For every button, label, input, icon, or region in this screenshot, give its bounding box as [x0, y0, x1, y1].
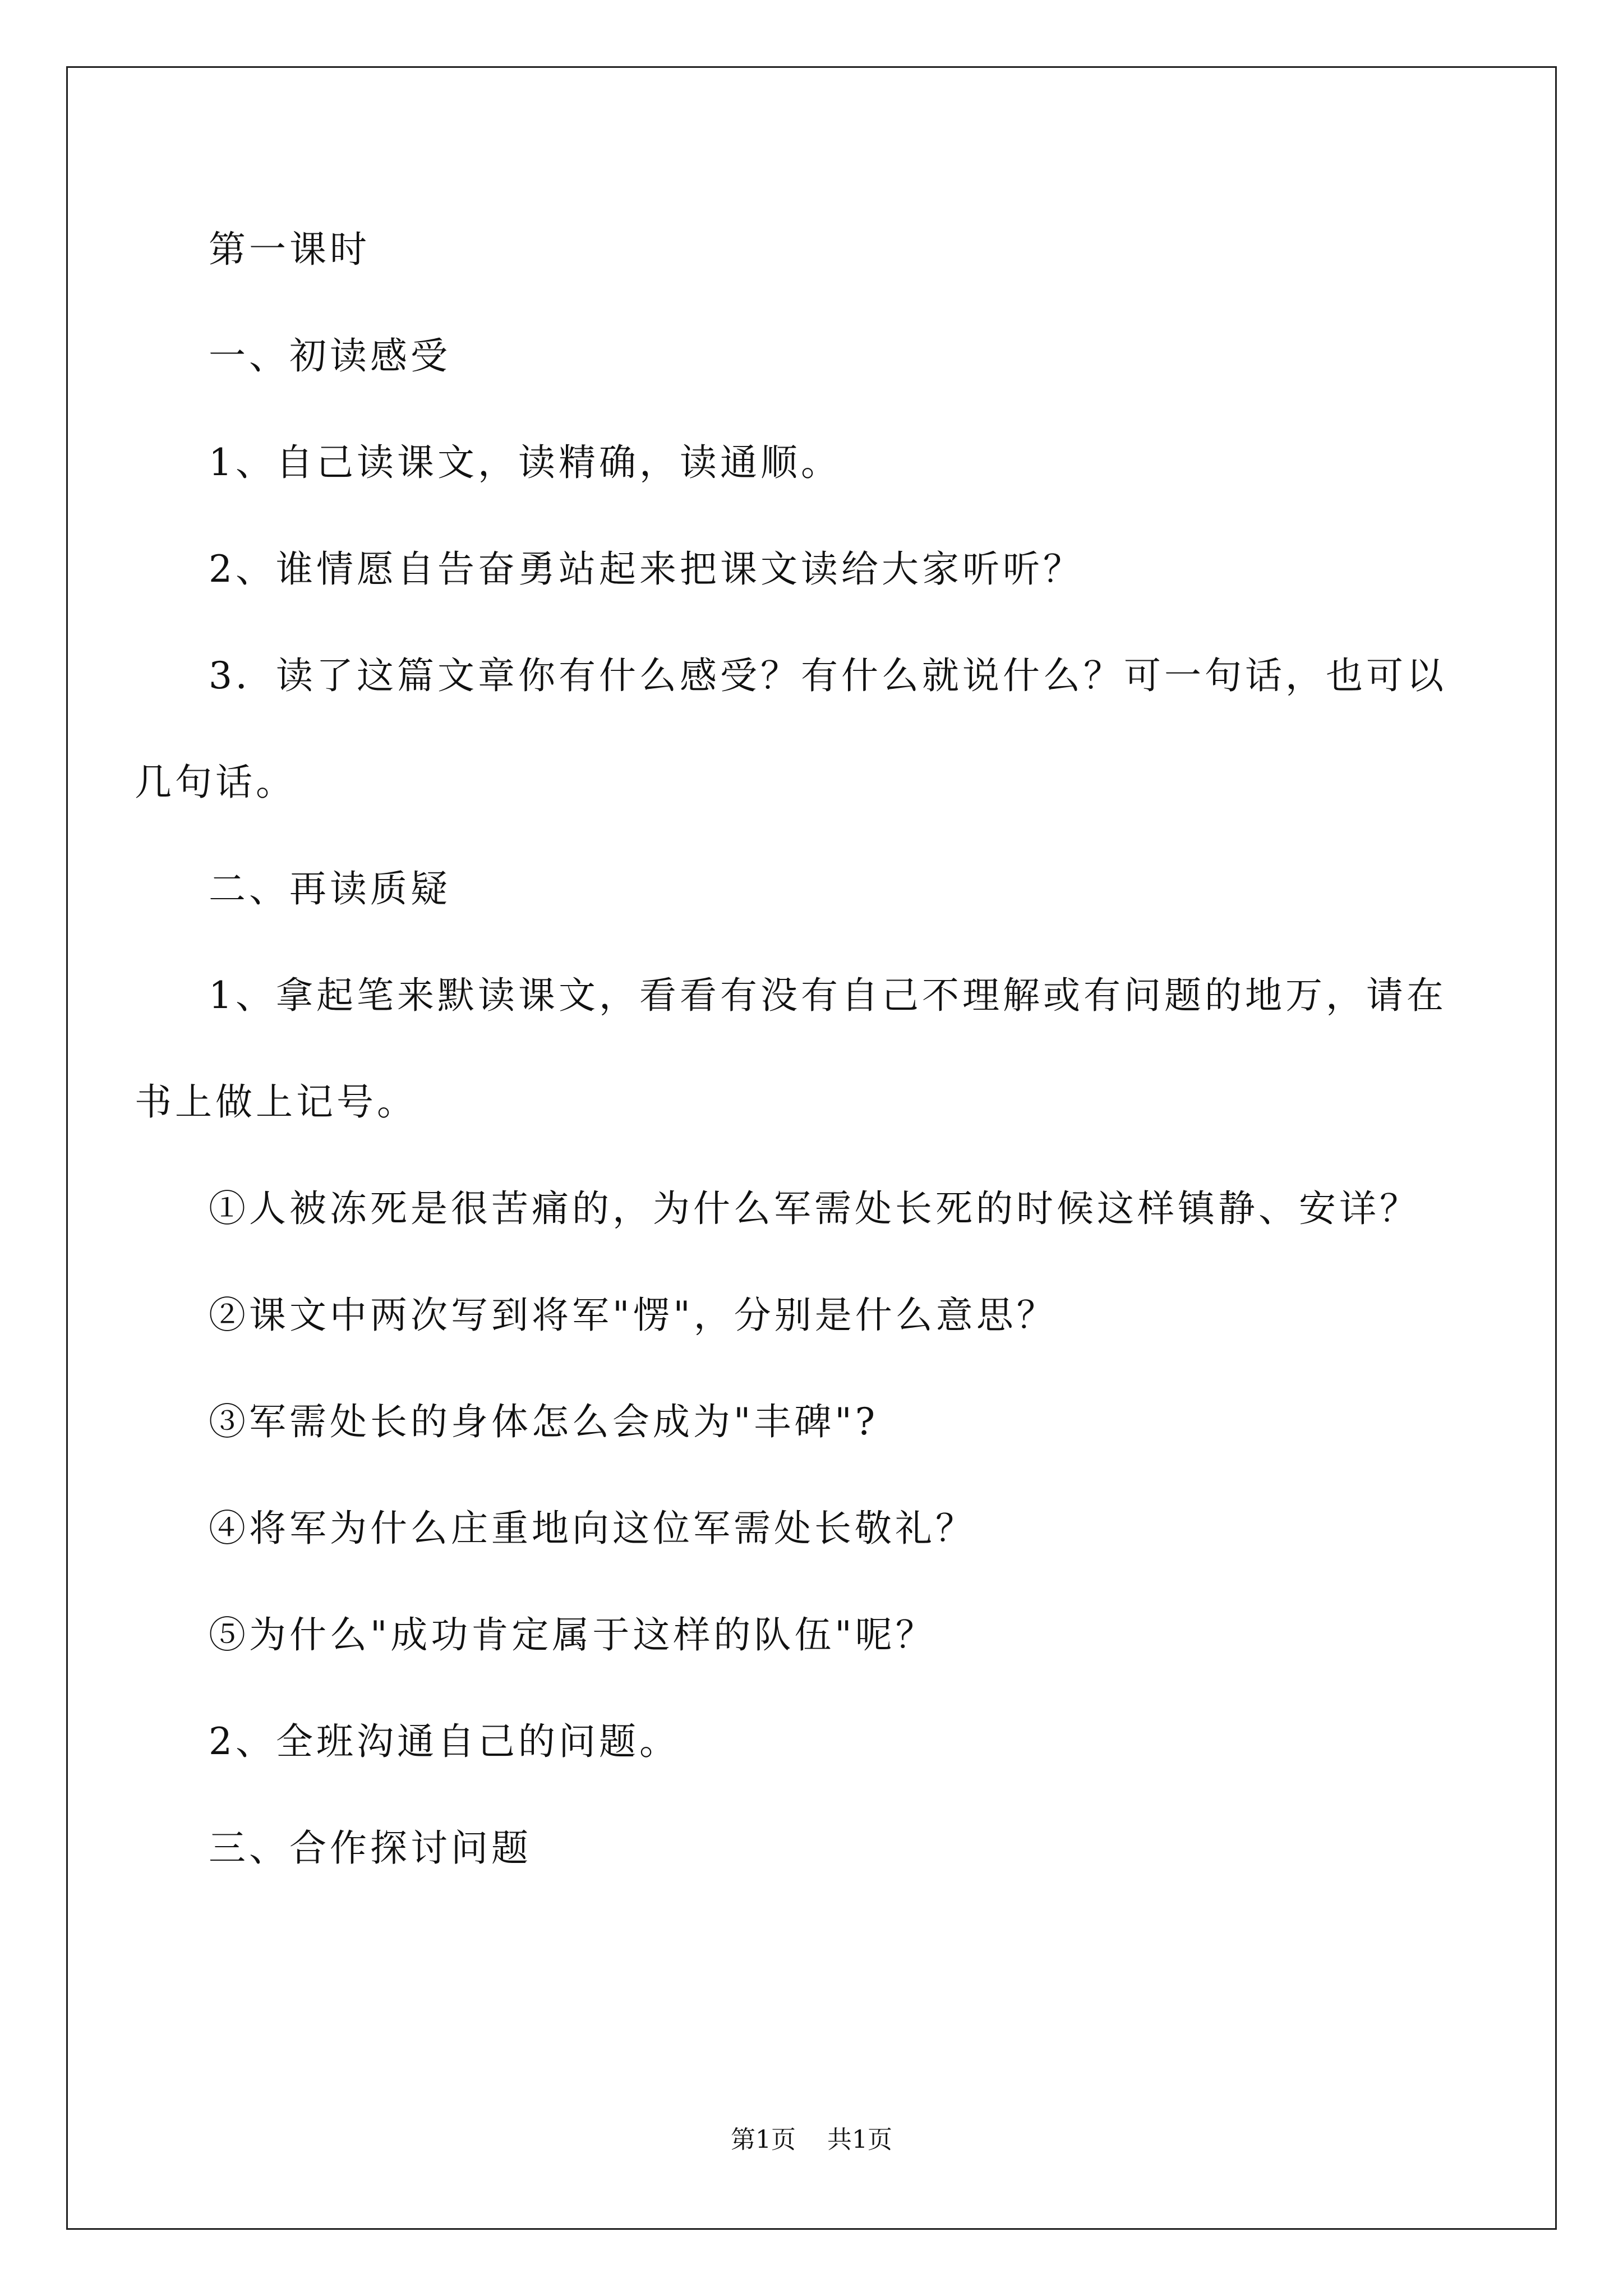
page-footer	[0, 2123, 1623, 2157]
question-item: ⑤为什么"成功肯定属于这样的队伍"呢？	[209, 1613, 936, 1657]
page-total: 共1页	[827, 2125, 892, 2154]
paragraph: 2、谁情愿自告奋勇站起来把课文读给大家听听？	[209, 547, 1083, 591]
question-item: ③军需处长的身体怎么会成为"丰碑"?	[209, 1400, 879, 1443]
paragraph: 3．读了这篇文章你有什么感受？有什么就说什么？可一句话，也可以几句话。	[135, 654, 1447, 804]
paragraph: 1、拿起笔来默读课文，看看有没有自己不理解或有问题的地万，请在书上做上记号。	[135, 974, 1447, 1124]
section-heading-1: 一、初读感受	[209, 334, 451, 378]
page-number: 第1页	[731, 2125, 796, 2154]
section-heading-2: 二、再读质疑	[209, 867, 451, 910]
lesson-heading: 第一课时	[209, 228, 370, 271]
section-heading-3: 三、合作探讨问题	[209, 1826, 532, 1870]
document-body	[135, 196, 1447, 1902]
paragraph: 1、自己读课文，读精确，读通顺。	[209, 441, 841, 484]
paragraph: 2、全班沟通自己的问题。	[209, 1720, 680, 1763]
question-item: ①人被冻死是很苦痛的，为什么军需处长死的时候这样镇静、安详？	[209, 1187, 1420, 1230]
question-item: ②课文中两次写到将军"愣"，分别是什么意思？	[209, 1294, 1057, 1337]
question-item: ④将军为什么庄重地向这位军需处长敬礼？	[209, 1507, 976, 1550]
